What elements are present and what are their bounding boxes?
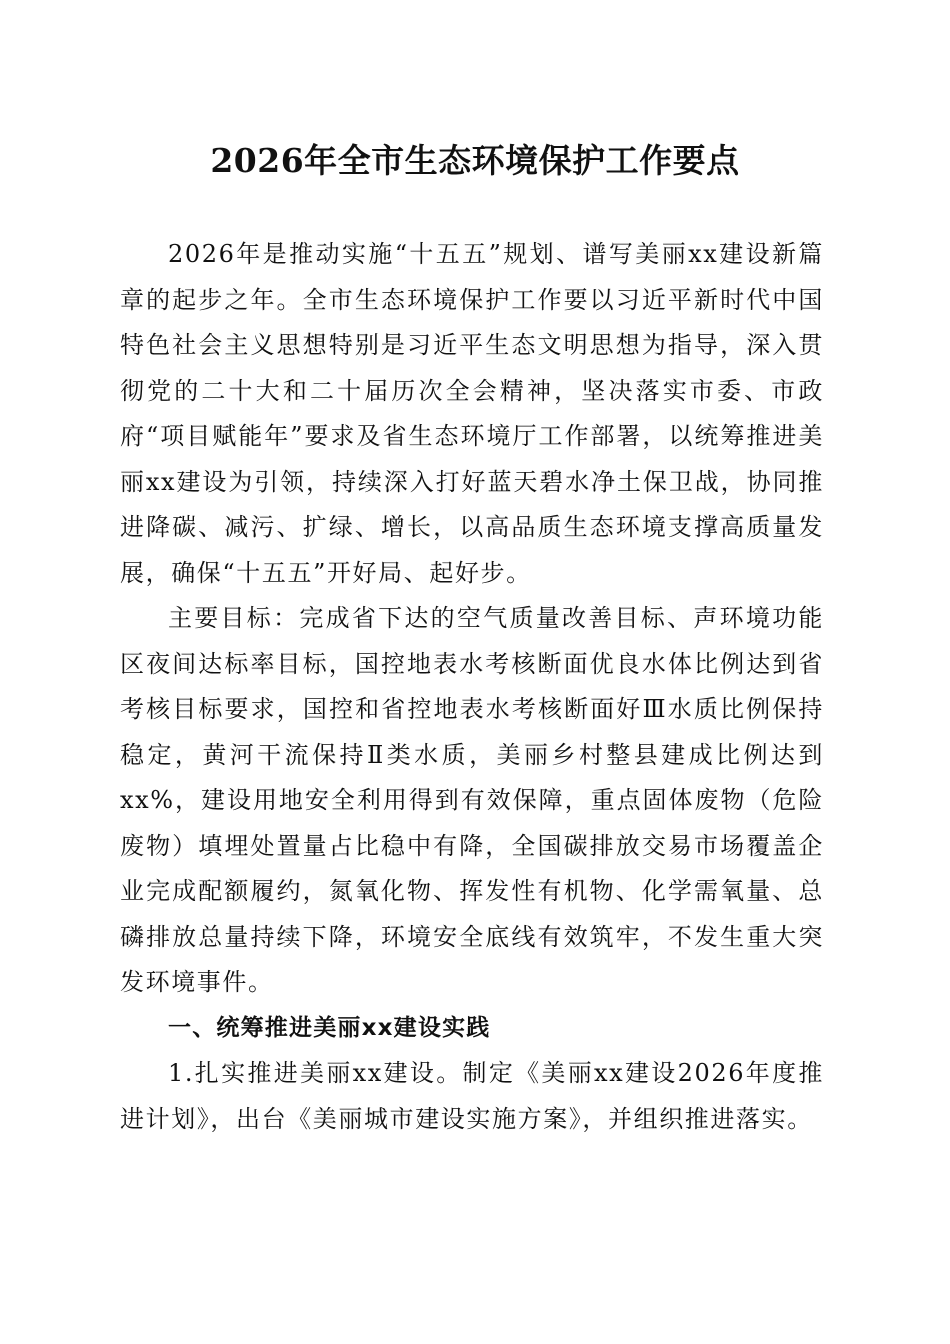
intro-paragraph: 2026年是推动实施“十五五”规划、谱写美丽xx建设新篇章的起步之年。全市生态环境保护工作要以习近平新时代中国特色社会主义思想特别是习近平生态文明思想为指导，深入贯彻党的二十大和二十届历次全会精神，坚决落实市委、市政府“项目赋能年”要求及省生态环境厅工作部署，以统筹推进美丽xx建设为引领，持续深入打好蓝天碧水净土保卫战，协同推进降碳、减污、扩绿、增长，以高品质生态环境支撑高质量发展，确保“十五五”开好局、起好步。 [120,240,824,587]
document-title: 2026年全市生态环境保护工作要点 [210,141,740,180]
document-body [120,232,824,1142]
goals-paragraph: 主要目标：完成省下达的空气质量改善目标、声环境功能区夜间达标率目标，国控地表水考核断面优良水体比例达到省考核目标要求，国控和省控地表水考核断面好Ⅲ水质比例保持稳定，黄河干流保持Ⅱ类水质，美丽乡村整县建成比例达到xx%，建设用地安全利用得到有效保障，重点固体废物（危险废物）填埋处置量占比稳中有降，全国碳排放交易市场覆盖企业完成配额履约，氮氧化物、挥发性有机物、化学需氧量、总磷排放总量持续下降，环境安全底线有效筑牢，不发生重大突发环境事件。 [120,604,824,996]
item-paragraph: 1.扎实推进美丽xx建设。制定《美丽xx建设2026年度推进计划》，出台《美丽城市建设实施方案》，并组织推进落实。 [120,1059,824,1133]
section-heading: 一、统筹推进美丽xx建设实践 [168,1014,491,1041]
